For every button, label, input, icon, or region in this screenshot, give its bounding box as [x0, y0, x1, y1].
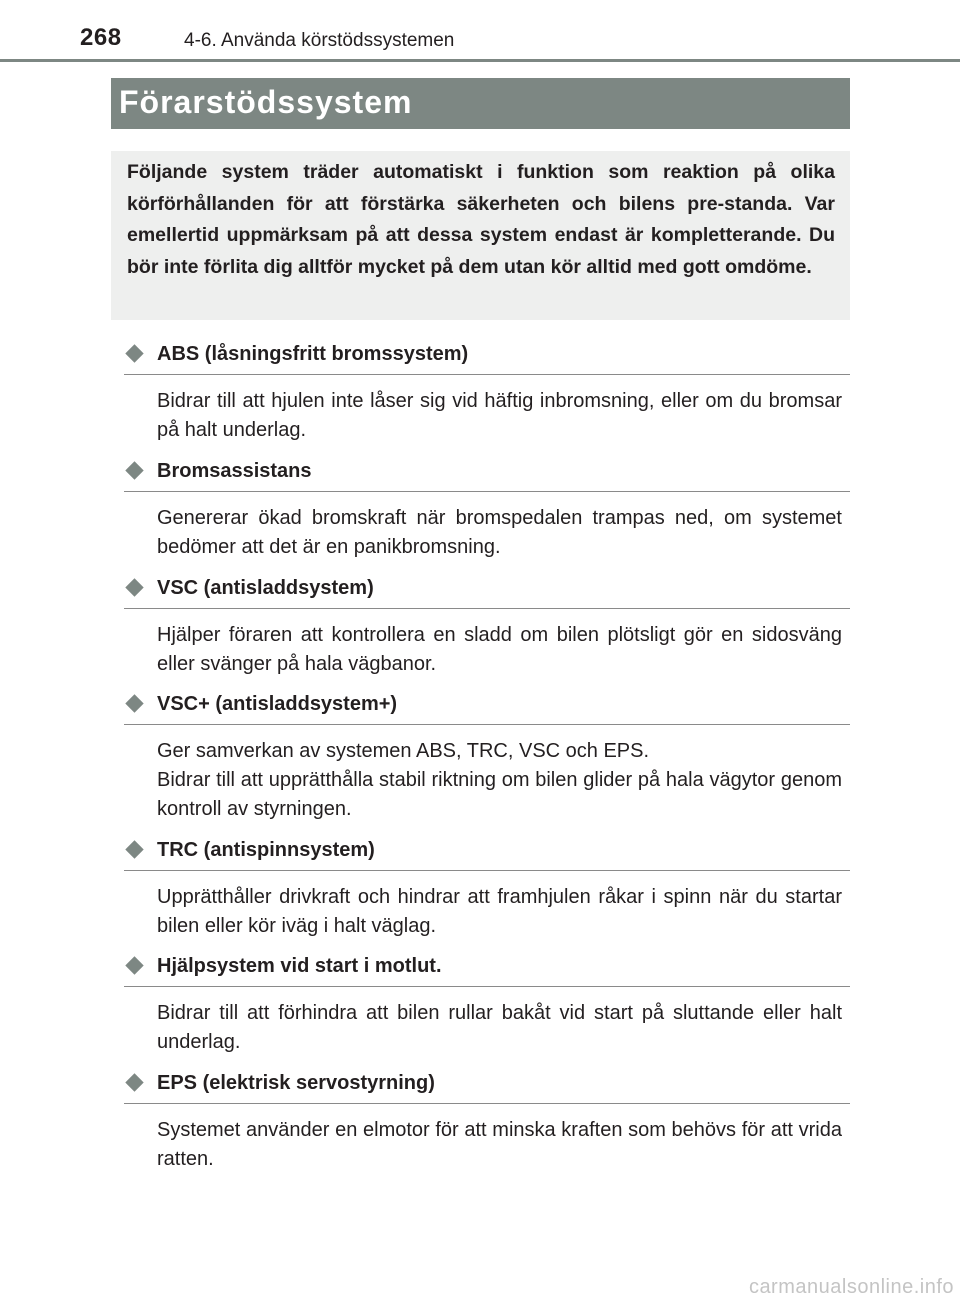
- feature-title: ABS (låsningsfritt bromssystem): [157, 343, 469, 365]
- feature-description: [124, 492, 850, 562]
- diamond-bullet-icon: [125, 956, 143, 974]
- feature-hill-start-assist: [124, 950, 850, 1067]
- feature-description: [124, 871, 850, 941]
- feature-title: Bromsassistans: [157, 460, 312, 482]
- watermark: carmanualsonline.info: [748, 1276, 954, 1298]
- feature-heading: [124, 338, 850, 375]
- feature-paragraph: Bidrar till att hjulen inte låser sig vid häftig inbromsning, eller om du bromsar på halt underlag.: [157, 390, 842, 441]
- feature-description: [124, 609, 850, 679]
- intro-text: Följande system träder automatiskt i funktion som reaktion på olika körförhållanden för att förstärka säkerheten och bilens pre-standa. Var emellertid uppmärksam på att dessa system endast är kompletterande. Du bör inte förlita dig alltför mycket på dem utan kör alltid med gott omdöme.: [127, 161, 835, 278]
- diamond-bullet-icon: [125, 1073, 143, 1091]
- feature-vsc: [124, 572, 850, 688]
- feature-trc: [124, 834, 850, 950]
- intro-box: [111, 151, 850, 320]
- feature-title: VSC (antisladdsystem): [157, 577, 374, 599]
- feature-heading: [124, 455, 850, 492]
- diamond-bullet-icon: [125, 461, 143, 479]
- feature-paragraph: Systemet använder en elmotor för att minska kraften som behövs för att vrida ratten.: [157, 1119, 842, 1170]
- section-banner: [111, 78, 850, 129]
- feature-brake-assist: [124, 455, 850, 572]
- feature-title: VSC+ (antisladdsystem+): [157, 693, 398, 715]
- feature-eps: [124, 1067, 850, 1170]
- feature-description: [124, 725, 850, 824]
- feature-paragraph: Ger samverkan av systemen ABS, TRC, VSC och EPS.: [157, 740, 650, 762]
- feature-title: EPS (elektrisk servostyrning): [157, 1072, 435, 1094]
- feature-paragraph: Bidrar till att upprätthålla stabil riktning om bilen glider på hala vägytor genom kontroll av styrningen.: [157, 769, 842, 820]
- page-number: 268: [80, 24, 122, 51]
- feature-paragraph: Bidrar till att förhindra att bilen rullar bakåt vid start på sluttande eller halt underlag.: [157, 1002, 842, 1053]
- diamond-bullet-icon: [125, 344, 143, 362]
- feature-paragraph: Upprätthåller drivkraft och hindrar att framhjulen råkar i spinn när du startar bilen eller kör iväg i halt väglag.: [157, 886, 842, 937]
- feature-vsc-plus: [124, 688, 850, 834]
- feature-heading: [124, 1067, 850, 1104]
- feature-paragraph: Genererar ökad bromskraft när bromspedalen trampas ned, om systemet bedömer att det är en panikbromsning.: [157, 507, 842, 558]
- chapter-title: 4-6. Använda körstödssystemen: [184, 30, 455, 51]
- feature-title: Hjälpsystem vid start i motlut.: [157, 955, 442, 977]
- diamond-bullet-icon: [125, 578, 143, 596]
- diamond-bullet-icon: [125, 694, 143, 712]
- feature-heading: [124, 950, 850, 987]
- diamond-bullet-icon: [125, 840, 143, 858]
- feature-heading: [124, 572, 850, 609]
- feature-heading: [124, 688, 850, 725]
- section-title: Förarstödssystem: [119, 84, 413, 120]
- feature-description: [124, 987, 850, 1057]
- header-rule: [0, 59, 960, 62]
- feature-title: TRC (antispinnsystem): [157, 839, 375, 861]
- feature-description: [124, 375, 850, 445]
- feature-description: [124, 1104, 850, 1174]
- feature-heading: [124, 834, 850, 871]
- feature-list: [124, 338, 850, 1170]
- feature-abs: [124, 338, 850, 455]
- feature-paragraph: Hjälper föraren att kontrollera en sladd om bilen plötsligt gör en sidosväng eller svänger på hala vägbanor.: [157, 624, 842, 675]
